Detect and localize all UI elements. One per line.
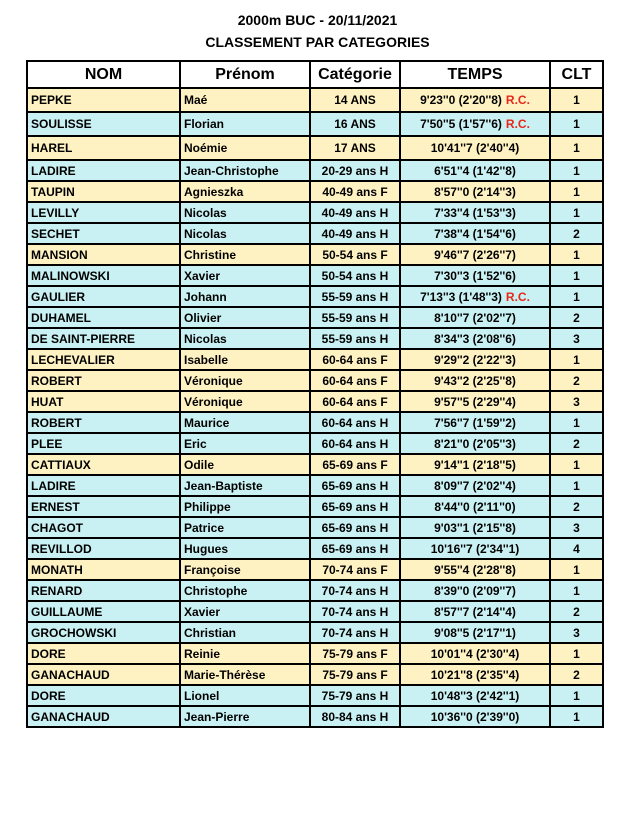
cell-temps	[400, 517, 550, 538]
cell-clt: 4	[550, 538, 603, 559]
cell-prenom: Olivier	[180, 307, 310, 328]
time-value: 9'03''1 (2'15''8)	[434, 520, 516, 535]
cell-nom: CHAGOT	[27, 517, 180, 538]
cell-temps	[400, 496, 550, 517]
table-row	[27, 475, 603, 496]
cell-nom: LADIRE	[27, 475, 180, 496]
cell-temps	[400, 706, 550, 727]
time-value: 8'09''7 (2'02''4)	[434, 478, 516, 493]
cell-prenom: Lionel	[180, 685, 310, 706]
cell-nom: DORE	[27, 643, 180, 664]
time-value: 8'10''7 (2'02''7)	[434, 310, 516, 325]
cell-clt: 1	[550, 244, 603, 265]
cell-clt: 2	[550, 601, 603, 622]
header-prenom: Prénom	[180, 61, 310, 88]
cell-clt: 1	[550, 559, 603, 580]
cell-clt: 1	[550, 454, 603, 475]
cell-categorie: 70-74 ans H	[310, 601, 400, 622]
cell-nom: SOULISSE	[27, 112, 180, 136]
cell-categorie: 55-59 ans H	[310, 307, 400, 328]
cell-temps	[400, 112, 550, 136]
cell-categorie: 65-69 ans H	[310, 496, 400, 517]
cell-nom: PLEE	[27, 433, 180, 454]
cell-prenom: Hugues	[180, 538, 310, 559]
time-value: 7'38''4 (1'54''6)	[434, 226, 516, 241]
cell-nom: MALINOWSKI	[27, 265, 180, 286]
cell-prenom: Christian	[180, 622, 310, 643]
header-categorie: Catégorie	[310, 61, 400, 88]
cell-clt: 1	[550, 136, 603, 160]
cell-categorie: 50-54 ans F	[310, 244, 400, 265]
cell-prenom: Odile	[180, 454, 310, 475]
cell-categorie: 70-74 ans H	[310, 622, 400, 643]
cell-clt: 2	[550, 433, 603, 454]
cell-temps	[400, 265, 550, 286]
header-temps: TEMPS	[400, 61, 550, 88]
time-value: 7'13''3 (1'48''3)	[420, 289, 502, 304]
time-value: 7'56''7 (1'59''2)	[434, 415, 516, 430]
cell-clt: 2	[550, 664, 603, 685]
table-row	[27, 265, 603, 286]
cell-prenom: Jean-Christophe	[180, 160, 310, 181]
cell-prenom: Christine	[180, 244, 310, 265]
cell-temps	[400, 454, 550, 475]
table-row	[27, 244, 603, 265]
cell-nom: TAUPIN	[27, 181, 180, 202]
cell-categorie: 55-59 ans H	[310, 286, 400, 307]
cell-temps	[400, 88, 550, 112]
cell-clt: 1	[550, 286, 603, 307]
cell-clt: 2	[550, 307, 603, 328]
record-badge: R.C.	[505, 117, 530, 131]
cell-categorie: 16 ANS	[310, 112, 400, 136]
cell-prenom: Françoise	[180, 559, 310, 580]
cell-categorie: 40-49 ans H	[310, 223, 400, 244]
time-value: 10'41''7 (2'40''4)	[430, 141, 520, 155]
table-row	[27, 454, 603, 475]
time-value: 9'43''2 (2'25''8)	[434, 373, 516, 388]
time-value: 9'14''1 (2'18''5)	[434, 457, 516, 472]
cell-nom: GROCHOWSKI	[27, 622, 180, 643]
table-row	[27, 601, 603, 622]
cell-prenom: Nicolas	[180, 328, 310, 349]
table-row	[27, 706, 603, 727]
cell-nom: GUILLAUME	[27, 601, 180, 622]
cell-nom: DE SAINT-PIERRE	[27, 328, 180, 349]
cell-temps	[400, 538, 550, 559]
cell-nom: HUAT	[27, 391, 180, 412]
time-value: 8'44''0 (2'11''0)	[434, 499, 516, 514]
table-row	[27, 202, 603, 223]
time-value: 8'39''0 (2'09''7)	[434, 583, 516, 598]
cell-categorie: 65-69 ans H	[310, 475, 400, 496]
header-nom: NOM	[27, 61, 180, 88]
cell-nom: GANACHAUD	[27, 706, 180, 727]
cell-temps	[400, 601, 550, 622]
cell-prenom: Johann	[180, 286, 310, 307]
cell-categorie: 60-64 ans F	[310, 349, 400, 370]
cell-temps	[400, 181, 550, 202]
cell-categorie: 80-84 ans H	[310, 706, 400, 727]
cell-clt: 1	[550, 202, 603, 223]
cell-temps	[400, 412, 550, 433]
cell-temps	[400, 559, 550, 580]
cell-clt: 1	[550, 181, 603, 202]
cell-categorie: 50-54 ans H	[310, 265, 400, 286]
table-row	[27, 496, 603, 517]
time-value: 10'21''8 (2'35''4)	[430, 667, 520, 682]
cell-clt: 3	[550, 328, 603, 349]
cell-categorie: 60-64 ans F	[310, 370, 400, 391]
table-row	[27, 643, 603, 664]
cell-nom: LEVILLY	[27, 202, 180, 223]
cell-prenom: Agnieszka	[180, 181, 310, 202]
time-value: 9'08''5 (2'17''1)	[434, 625, 516, 640]
table-row	[27, 370, 603, 391]
table-header-row	[27, 61, 603, 88]
cell-prenom: Jean-Pierre	[180, 706, 310, 727]
cell-temps	[400, 349, 550, 370]
time-value: 10'16''7 (2'34''1)	[430, 541, 520, 556]
time-value: 7'50''5 (1'57''6)	[420, 117, 502, 131]
cell-prenom: Jean-Baptiste	[180, 475, 310, 496]
table-row	[27, 538, 603, 559]
cell-temps	[400, 643, 550, 664]
time-value: 7'30''3 (1'52''6)	[434, 268, 516, 283]
cell-temps	[400, 202, 550, 223]
cell-temps	[400, 622, 550, 643]
cell-nom: SECHET	[27, 223, 180, 244]
cell-nom: DORE	[27, 685, 180, 706]
cell-categorie: 60-64 ans H	[310, 412, 400, 433]
table-row	[27, 223, 603, 244]
cell-prenom: Véronique	[180, 391, 310, 412]
table-row	[27, 349, 603, 370]
time-value: 9'46''7 (2'26''7)	[434, 247, 516, 262]
cell-prenom: Eric	[180, 433, 310, 454]
cell-categorie: 65-69 ans F	[310, 454, 400, 475]
table-row	[27, 136, 603, 160]
cell-prenom: Véronique	[180, 370, 310, 391]
cell-nom: ERNEST	[27, 496, 180, 517]
cell-nom: GANACHAUD	[27, 664, 180, 685]
cell-clt: 1	[550, 706, 603, 727]
cell-temps	[400, 244, 550, 265]
table-row	[27, 433, 603, 454]
cell-temps	[400, 370, 550, 391]
table-row	[27, 580, 603, 601]
cell-prenom: Reinie	[180, 643, 310, 664]
cell-nom: HAREL	[27, 136, 180, 160]
table-row	[27, 328, 603, 349]
cell-clt: 1	[550, 265, 603, 286]
cell-clt: 1	[550, 412, 603, 433]
cell-clt: 1	[550, 160, 603, 181]
cell-nom: ROBERT	[27, 370, 180, 391]
cell-temps	[400, 160, 550, 181]
cell-temps	[400, 286, 550, 307]
cell-nom: DUHAMEL	[27, 307, 180, 328]
cell-categorie: 60-64 ans H	[310, 433, 400, 454]
cell-temps	[400, 664, 550, 685]
cell-clt: 1	[550, 643, 603, 664]
cell-prenom: Patrice	[180, 517, 310, 538]
table-row	[27, 307, 603, 328]
cell-categorie: 14 ANS	[310, 88, 400, 112]
cell-categorie: 40-49 ans F	[310, 181, 400, 202]
cell-categorie: 75-79 ans F	[310, 664, 400, 685]
cell-temps	[400, 223, 550, 244]
record-badge: R.C.	[505, 289, 530, 304]
table-row	[27, 517, 603, 538]
cell-temps	[400, 433, 550, 454]
cell-clt: 1	[550, 88, 603, 112]
time-value: 8'57''7 (2'14''4)	[434, 604, 516, 619]
cell-prenom: Maé	[180, 88, 310, 112]
cell-categorie: 70-74 ans F	[310, 559, 400, 580]
cell-temps	[400, 391, 550, 412]
cell-nom: GAULIER	[27, 286, 180, 307]
cell-prenom: Nicolas	[180, 223, 310, 244]
table-row	[27, 412, 603, 433]
cell-nom: MONATH	[27, 559, 180, 580]
time-value: 10'01''4 (2'30''4)	[430, 646, 520, 661]
header-clt: CLT	[550, 61, 603, 88]
document-title: 2000m BUC - 20/11/2021	[237, 12, 398, 28]
cell-clt: 1	[550, 685, 603, 706]
cell-prenom: Xavier	[180, 601, 310, 622]
cell-prenom: Isabelle	[180, 349, 310, 370]
cell-categorie: 75-79 ans H	[310, 685, 400, 706]
cell-clt: 1	[550, 475, 603, 496]
cell-prenom: Marie-Thérèse	[180, 664, 310, 685]
table-row	[27, 286, 603, 307]
cell-categorie: 65-69 ans H	[310, 538, 400, 559]
cell-nom: ROBERT	[27, 412, 180, 433]
cell-temps	[400, 685, 550, 706]
time-value: 10'48''3 (2'42''1)	[430, 688, 520, 703]
cell-clt: 2	[550, 496, 603, 517]
cell-nom: PEPKE	[27, 88, 180, 112]
cell-nom: MANSION	[27, 244, 180, 265]
cell-nom: REVILLOD	[27, 538, 180, 559]
time-value: 6'51''4 (1'42''8)	[434, 163, 516, 178]
table-body	[27, 88, 603, 727]
cell-clt: 3	[550, 391, 603, 412]
time-value: 9'23''0 (2'20''8)	[420, 93, 502, 107]
cell-nom: CATTIAUX	[27, 454, 180, 475]
cell-nom: LADIRE	[27, 160, 180, 181]
cell-clt: 1	[550, 349, 603, 370]
cell-nom: RENARD	[27, 580, 180, 601]
table-row	[27, 391, 603, 412]
time-value: 10'36''0 (2'39''0)	[430, 709, 520, 724]
cell-clt: 3	[550, 517, 603, 538]
cell-prenom: Philippe	[180, 496, 310, 517]
cell-clt: 3	[550, 622, 603, 643]
table-row	[27, 622, 603, 643]
time-value: 9'29''2 (2'22''3)	[434, 352, 516, 367]
cell-categorie: 75-79 ans F	[310, 643, 400, 664]
cell-prenom: Florian	[180, 112, 310, 136]
cell-temps	[400, 136, 550, 160]
cell-categorie: 20-29 ans H	[310, 160, 400, 181]
time-value: 7'33''4 (1'53''3)	[434, 205, 516, 220]
cell-clt: 2	[550, 223, 603, 244]
cell-clt: 1	[550, 112, 603, 136]
document-subtitle: CLASSEMENT PAR CATEGORIES	[205, 34, 430, 50]
cell-prenom: Noémie	[180, 136, 310, 160]
cell-prenom: Christophe	[180, 580, 310, 601]
cell-categorie: 70-74 ans H	[310, 580, 400, 601]
time-value: 8'34''3 (2'08''6)	[434, 331, 516, 346]
cell-categorie: 60-64 ans F	[310, 391, 400, 412]
time-value: 9'57''5 (2'29''4)	[434, 394, 516, 409]
cell-prenom: Maurice	[180, 412, 310, 433]
record-badge: R.C.	[505, 93, 530, 107]
cell-prenom: Nicolas	[180, 202, 310, 223]
cell-temps	[400, 475, 550, 496]
table-row	[27, 685, 603, 706]
time-value: 8'57''0 (2'14''3)	[434, 184, 516, 199]
cell-categorie: 65-69 ans H	[310, 517, 400, 538]
cell-categorie: 40-49 ans H	[310, 202, 400, 223]
cell-clt: 2	[550, 370, 603, 391]
results-table	[26, 60, 604, 728]
cell-categorie: 55-59 ans H	[310, 328, 400, 349]
cell-clt: 1	[550, 580, 603, 601]
table-row	[27, 88, 603, 112]
table-row	[27, 160, 603, 181]
table-row	[27, 112, 603, 136]
table-row	[27, 664, 603, 685]
cell-temps	[400, 328, 550, 349]
cell-categorie: 17 ANS	[310, 136, 400, 160]
time-value: 9'55''4 (2'28''8)	[434, 562, 516, 577]
cell-nom: LECHEVALIER	[27, 349, 180, 370]
time-value: 8'21''0 (2'05''3)	[434, 436, 516, 451]
cell-temps	[400, 307, 550, 328]
table-row	[27, 559, 603, 580]
table-row	[27, 181, 603, 202]
cell-prenom: Xavier	[180, 265, 310, 286]
cell-temps	[400, 580, 550, 601]
